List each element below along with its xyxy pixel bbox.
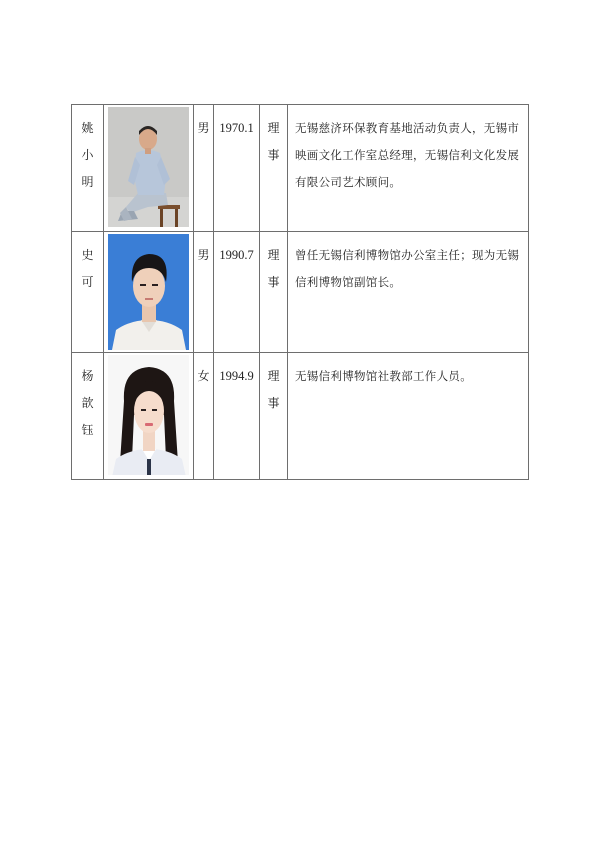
portrait-photo-seated-man [108,107,189,227]
description-cell [288,353,529,480]
birth-cell [214,353,260,480]
table-row [72,353,529,480]
name-char: 小 [81,148,94,162]
name-char: 杨 [81,369,94,383]
name-cell [72,232,104,353]
birth-cell [214,232,260,353]
birth-value: 1990.7 [219,248,254,262]
name-char: 姚 [81,121,94,135]
name-char: 明 [81,175,94,189]
name-cell [72,353,104,480]
description-text: 无锡慈济环保教育基地活动负责人，无锡市映画文化工作室总经理，无锡信利文化发展有限公司艺术顾问。 [295,121,520,189]
name-char: 钰 [81,423,94,437]
photo-cell [104,353,194,480]
name-cell [72,105,104,232]
gender-value: 男 [197,248,210,262]
name-char: 可 [81,275,94,289]
birth-value: 1994.9 [219,369,254,383]
role-char: 理 [267,121,280,135]
portrait-photo-white-background [108,355,189,475]
portrait-photo-blue-background [108,234,189,350]
role-char: 事 [267,275,280,289]
description-cell [288,232,529,353]
role-char: 事 [267,396,280,410]
name-char: 歆 [81,396,94,410]
role-cell [260,105,288,232]
photo-cell [104,105,194,232]
role-char: 理 [267,369,280,383]
role-char: 事 [267,148,280,162]
birth-cell [214,105,260,232]
table-row [72,232,529,353]
gender-value: 女 [197,369,210,383]
role-cell [260,232,288,353]
table-row [72,105,529,232]
gender-cell [194,353,214,480]
photo-cell [104,232,194,353]
role-char: 理 [267,248,280,262]
description-text: 无锡信利博物馆社教部工作人员。 [295,369,472,383]
description-cell [288,105,529,232]
birth-value: 1970.1 [219,121,254,135]
name-char: 史 [81,248,94,262]
gender-value: 男 [197,121,210,135]
member-table [71,104,529,480]
gender-cell [194,105,214,232]
description-text: 曾任无锡信利博物馆办公室主任；现为无锡信利博物馆副馆长。 [295,248,520,289]
gender-cell [194,232,214,353]
role-cell [260,353,288,480]
